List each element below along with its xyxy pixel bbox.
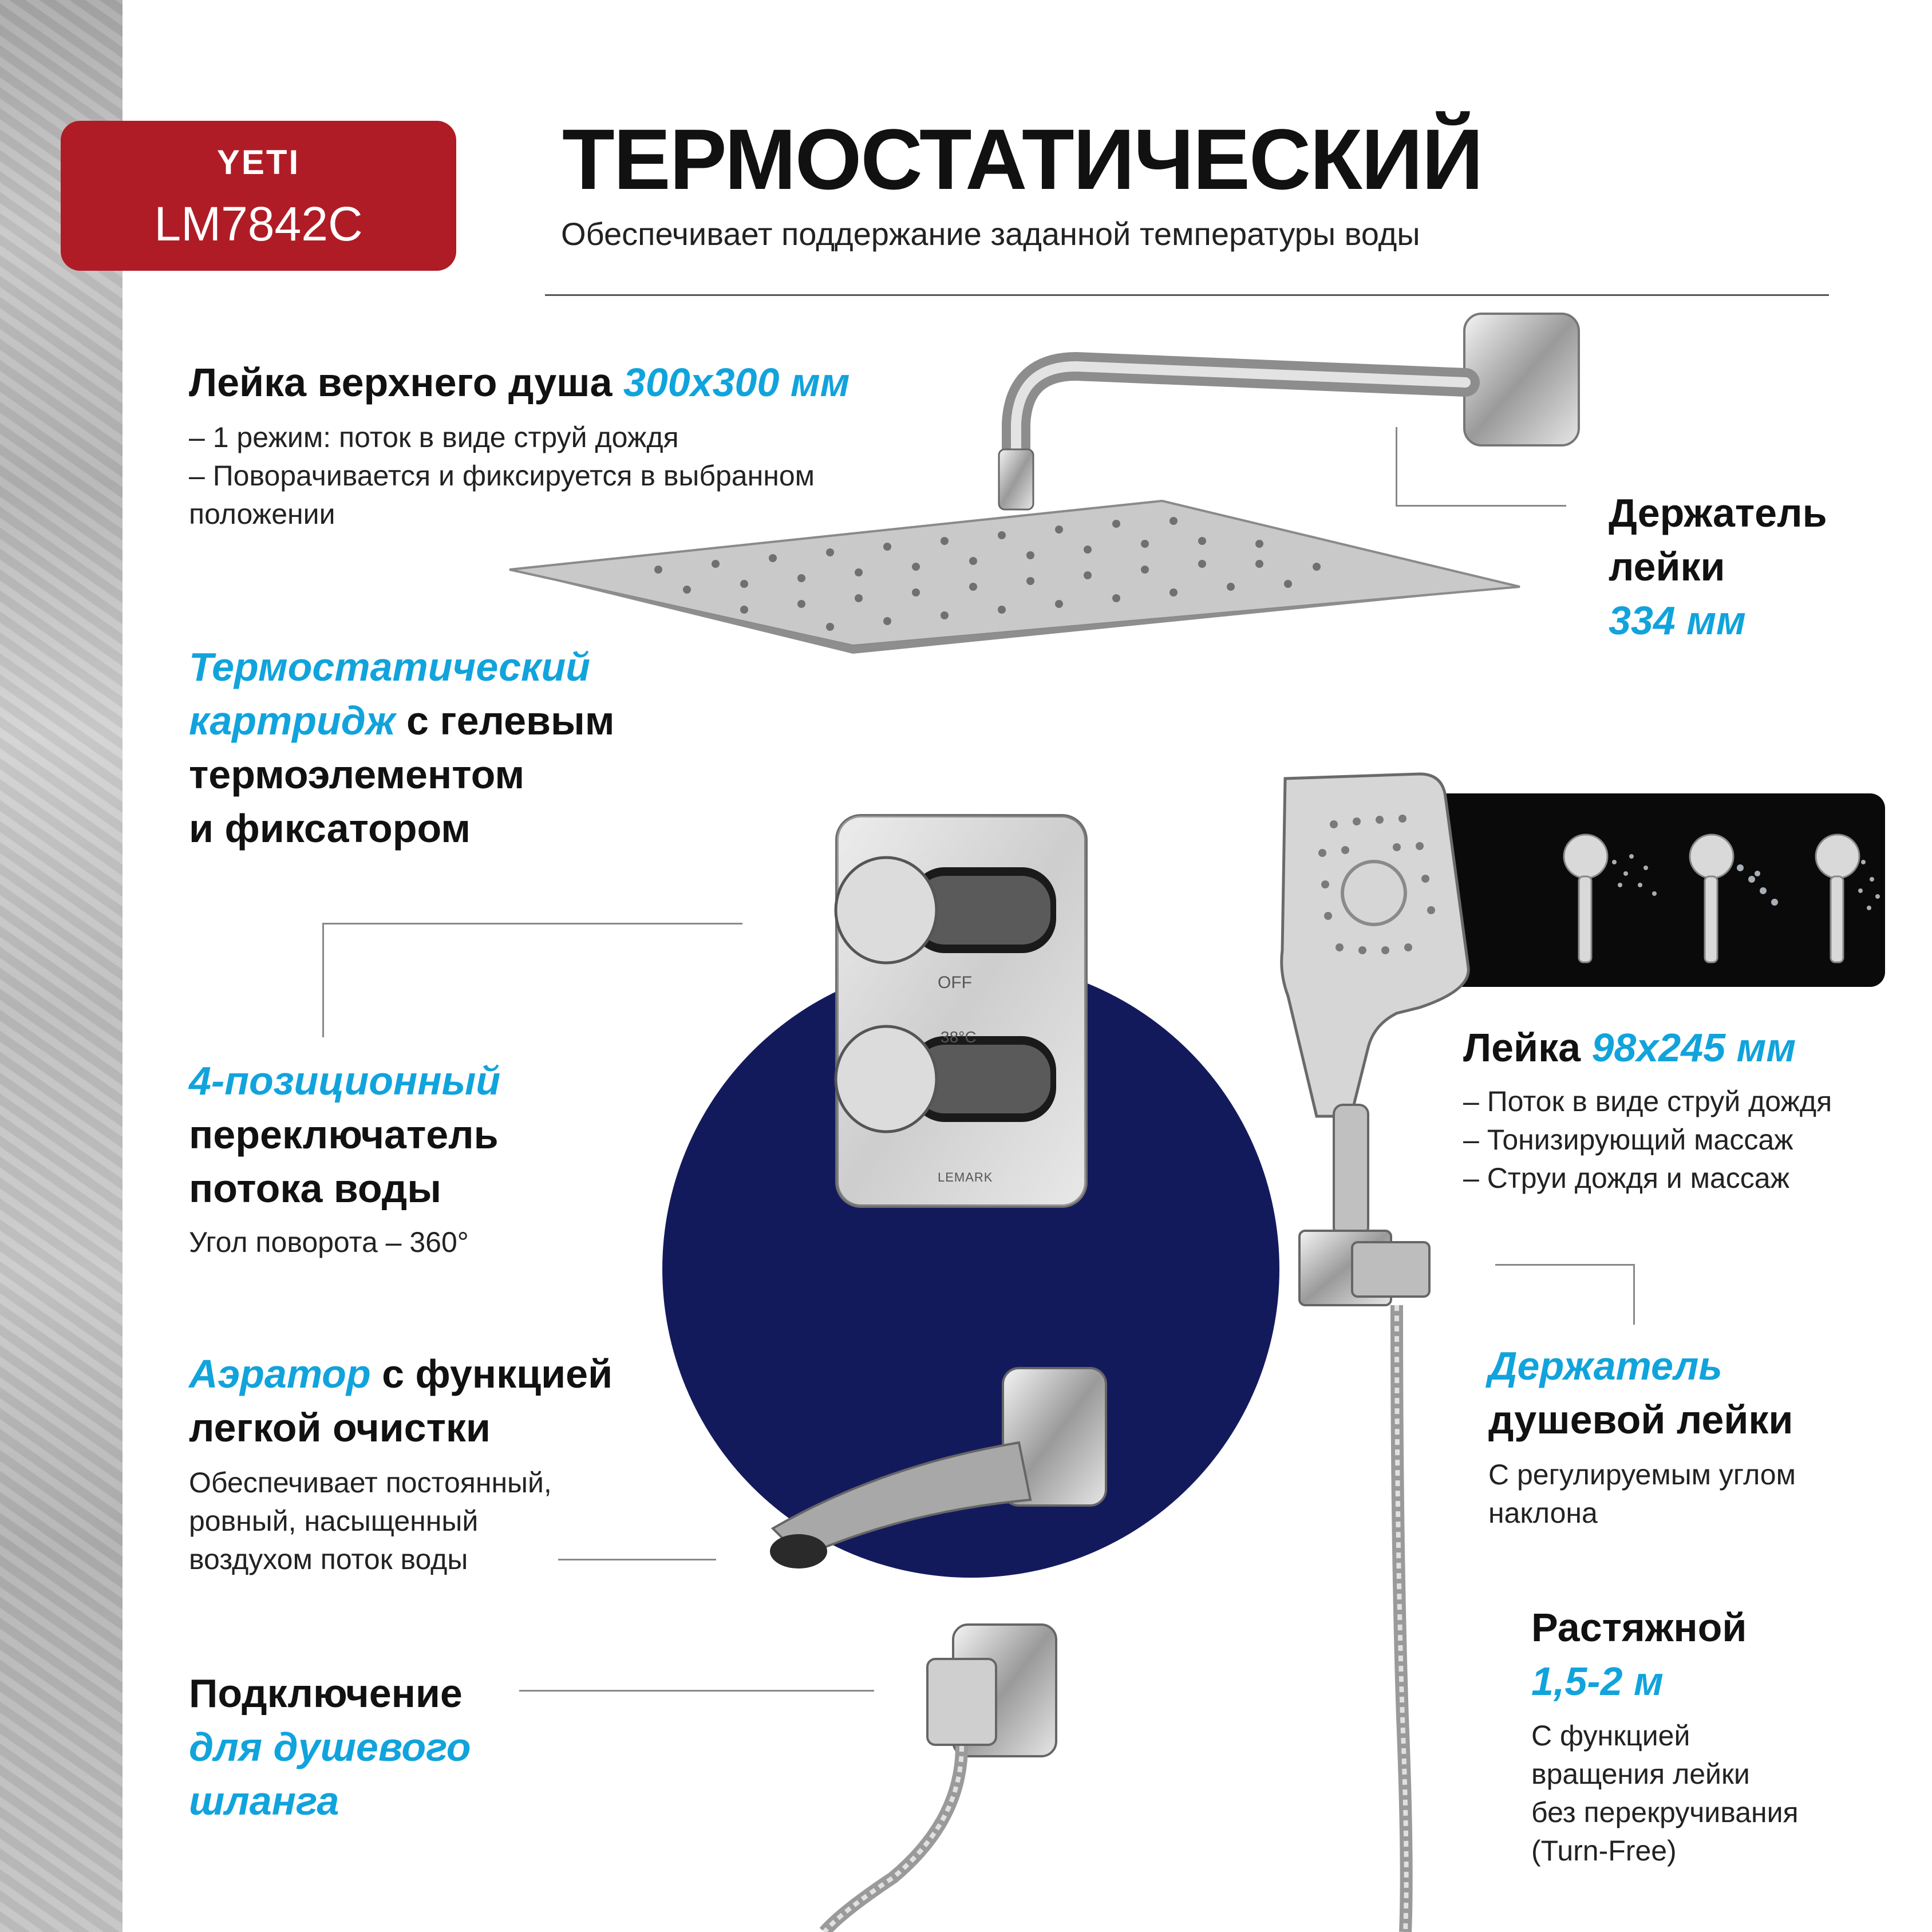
aerator-line-3: воздухом поток воды	[189, 1543, 468, 1575]
aerator-heading	[189, 1346, 613, 1401]
connector-line	[1495, 1264, 1635, 1266]
connector-line	[1396, 427, 1397, 506]
cartridge-accent-1: Термостатический	[189, 645, 591, 689]
switch-accent: 4-позиционный	[189, 1058, 501, 1103]
connector-line	[1396, 505, 1566, 507]
connector-line	[322, 923, 742, 924]
hand-shower-line-1: – Поток в виде струй дождя	[1463, 1085, 1832, 1117]
holder-accent: Держатель	[1488, 1344, 1722, 1388]
holder-line-1: С регулируемым углом	[1488, 1459, 1796, 1491]
hose-line-3: без перекручивания	[1531, 1796, 1799, 1828]
cartridge-heading-line-4: и фиксатором	[189, 806, 471, 851]
holder-heading-line-2: душевой лейки	[1488, 1397, 1793, 1442]
hose-length: 1,5-2 м	[1531, 1659, 1664, 1704]
hand-shower-heading	[1463, 1020, 1796, 1075]
hose-line-4: (Turn-Free)	[1531, 1835, 1677, 1867]
overhead-shower-heading	[189, 355, 850, 410]
connector-line	[558, 1559, 716, 1560]
hose-line-1: С функцией	[1531, 1720, 1690, 1752]
hand-shower-line-3: – Струи дождя и массаж	[1463, 1162, 1790, 1194]
cartridge-heading-line-3: термоэлементом	[189, 752, 525, 797]
connector-line	[1633, 1264, 1635, 1325]
aerator-line-1: Обеспечивает постоянный,	[189, 1467, 552, 1499]
overhead-shower-line-1: – 1 режим: поток в виде струй дождя	[189, 421, 679, 453]
arm-heading-line-2: лейки	[1609, 544, 1725, 589]
overhead-shower-line-2: – Поворачивается и фиксируется в выбранном	[189, 460, 815, 492]
cartridge-heading-line-2	[189, 693, 615, 748]
page-subtitle: Обеспечивает поддержание заданной температуры воды	[561, 216, 1420, 252]
switch-heading-line-3: потока воды	[189, 1166, 441, 1211]
overhead-shower-line-3: положении	[189, 498, 335, 530]
cartridge-line-2-rest: с гелевым	[395, 698, 615, 743]
switch-heading-line-2: переключатель	[189, 1112, 499, 1157]
connection-accent-1: для душевого	[189, 1725, 471, 1769]
connector-line	[322, 923, 324, 1037]
connection-accent-2: шланга	[189, 1779, 339, 1823]
cartridge-accent-2: картридж	[189, 698, 396, 743]
overhead-shower-label: Лейка верхнего душа	[189, 360, 613, 405]
hose-heading: Растяжной	[1531, 1605, 1747, 1650]
aerator-accent: Аэратор	[189, 1352, 371, 1396]
aerator-heading-rest: с функцией	[370, 1352, 613, 1396]
badge-brand: YETI	[216, 143, 301, 181]
arm-heading-line-1: Держатель	[1609, 491, 1827, 535]
aerator-heading-line-2: легкой очистки	[189, 1405, 491, 1450]
hose-line-2: вращения лейки	[1531, 1758, 1750, 1790]
overhead-shower-size: 300x300 мм	[623, 360, 850, 405]
panel-logo: LEMARK	[938, 1170, 993, 1184]
aerator-line-2: ровный, насыщенный	[189, 1505, 479, 1537]
page-title: ТЕРМОСТАТИЧЕСКИЙ	[562, 111, 1483, 207]
connection-heading-line-1: Подключение	[189, 1671, 463, 1716]
panel-temp-marking: 38°C	[941, 1028, 977, 1046]
switch-note: Угол поворота – 360°	[189, 1226, 469, 1258]
holder-line-2: наклона	[1488, 1497, 1598, 1529]
hand-shower-size: 98x245 мм	[1591, 1025, 1796, 1070]
panel-off-marking: OFF	[938, 973, 972, 992]
connector-line	[519, 1690, 874, 1692]
badge-model: LM7842C	[154, 197, 363, 251]
hand-shower-line-2: – Тонизирующий массаж	[1463, 1124, 1793, 1156]
hand-shower-label: Лейка	[1463, 1025, 1581, 1070]
arm-size: 334 мм	[1609, 598, 1746, 643]
